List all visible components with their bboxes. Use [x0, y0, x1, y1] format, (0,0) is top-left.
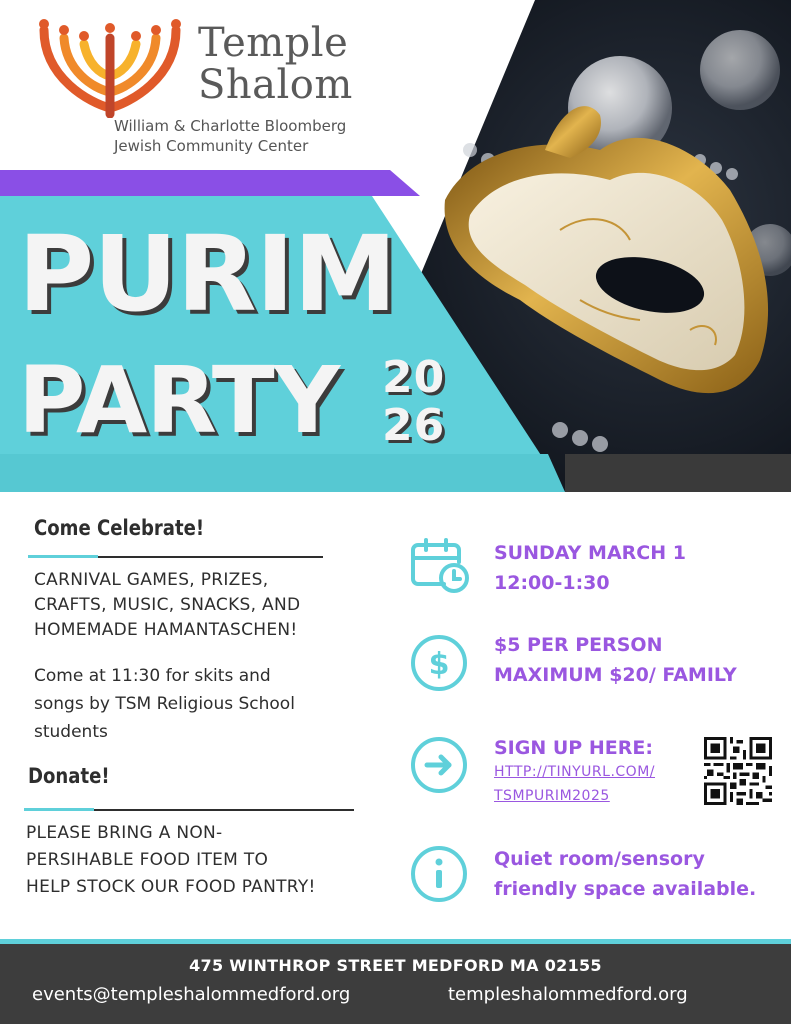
activities-line: CRAFTS, MUSIC, SNACKS, AND [34, 595, 301, 615]
skits-note [34, 662, 295, 746]
logo-subtitle [114, 116, 346, 156]
quiet-line1: Quiet room/sensory [494, 848, 705, 870]
calendar-clock-icon [410, 538, 470, 594]
footer-website[interactable]: templeshalommedford.org [448, 984, 688, 1005]
year-bottom: 26 [382, 400, 446, 451]
event-time: 12:00-1:30 [494, 572, 610, 594]
celebrate-divider [28, 556, 323, 558]
activities-line: HOMEMADE HAMANTASCHEN! [34, 620, 298, 640]
arrow-right-icon [410, 736, 468, 794]
price-per-person: $5 PER PERSON [494, 634, 663, 656]
note-line: Come at 11:30 for skits and [34, 666, 271, 686]
temple-shalom-logo [30, 18, 370, 168]
footer-email[interactable]: events@templeshalommedford.org [32, 984, 351, 1005]
donate-line: PERSIHABLE FOOD ITEM TO [26, 850, 269, 870]
footer [0, 944, 791, 1024]
donate-divider [24, 809, 354, 811]
note-line: students [34, 722, 108, 742]
signup-link-line2[interactable]: TSMPURIM2025 [494, 788, 610, 804]
year-top: 20 [382, 352, 446, 403]
price-maximum: MAXIMUM $20/ FAMILY [494, 664, 737, 686]
logo-name [198, 22, 353, 106]
footer-address: 475 WINTHROP STREET MEDFORD MA 02155 [189, 956, 602, 975]
info-icon [410, 845, 468, 903]
activities-line: CARNIVAL GAMES, PRIZES, [34, 570, 269, 590]
hero-title-purim: PURIM [18, 213, 396, 335]
signup-link-line1[interactable]: HTTP://TINYURL.COM/ [494, 764, 655, 780]
hero-title-party: PARTY [18, 347, 340, 454]
menorah-logo-icon [30, 18, 190, 118]
dollar-icon [410, 634, 468, 692]
quiet-line2: friendly space available. [494, 878, 757, 900]
signup-link[interactable] [494, 760, 655, 808]
donate-line: HELP STOCK OUR FOOD PANTRY! [26, 877, 316, 897]
event-date: SUNDAY MARCH 1 [494, 542, 686, 564]
logo-name-line2: Shalom [198, 62, 353, 108]
event-datetime [494, 538, 686, 598]
svg-text:$: $ [428, 647, 450, 682]
price-info [494, 630, 737, 690]
logo-name-line1: Temple [198, 20, 349, 66]
donate-line: PLEASE BRING A NON- [26, 823, 223, 843]
donate-text [26, 820, 316, 901]
qr-code[interactable] [704, 737, 772, 805]
logo-sub-line2: Jewish Community Center [114, 137, 309, 155]
quiet-room-info [494, 844, 756, 904]
activities-text [34, 568, 300, 643]
note-line: songs by TSM Religious School [34, 694, 295, 714]
logo-sub-line1: William & Charlotte Bloomberg [114, 117, 347, 135]
signup-label: SIGN UP HERE: [494, 737, 653, 759]
celebrate-heading: Come Celebrate! [34, 516, 205, 540]
donate-heading: Donate! [28, 764, 110, 788]
